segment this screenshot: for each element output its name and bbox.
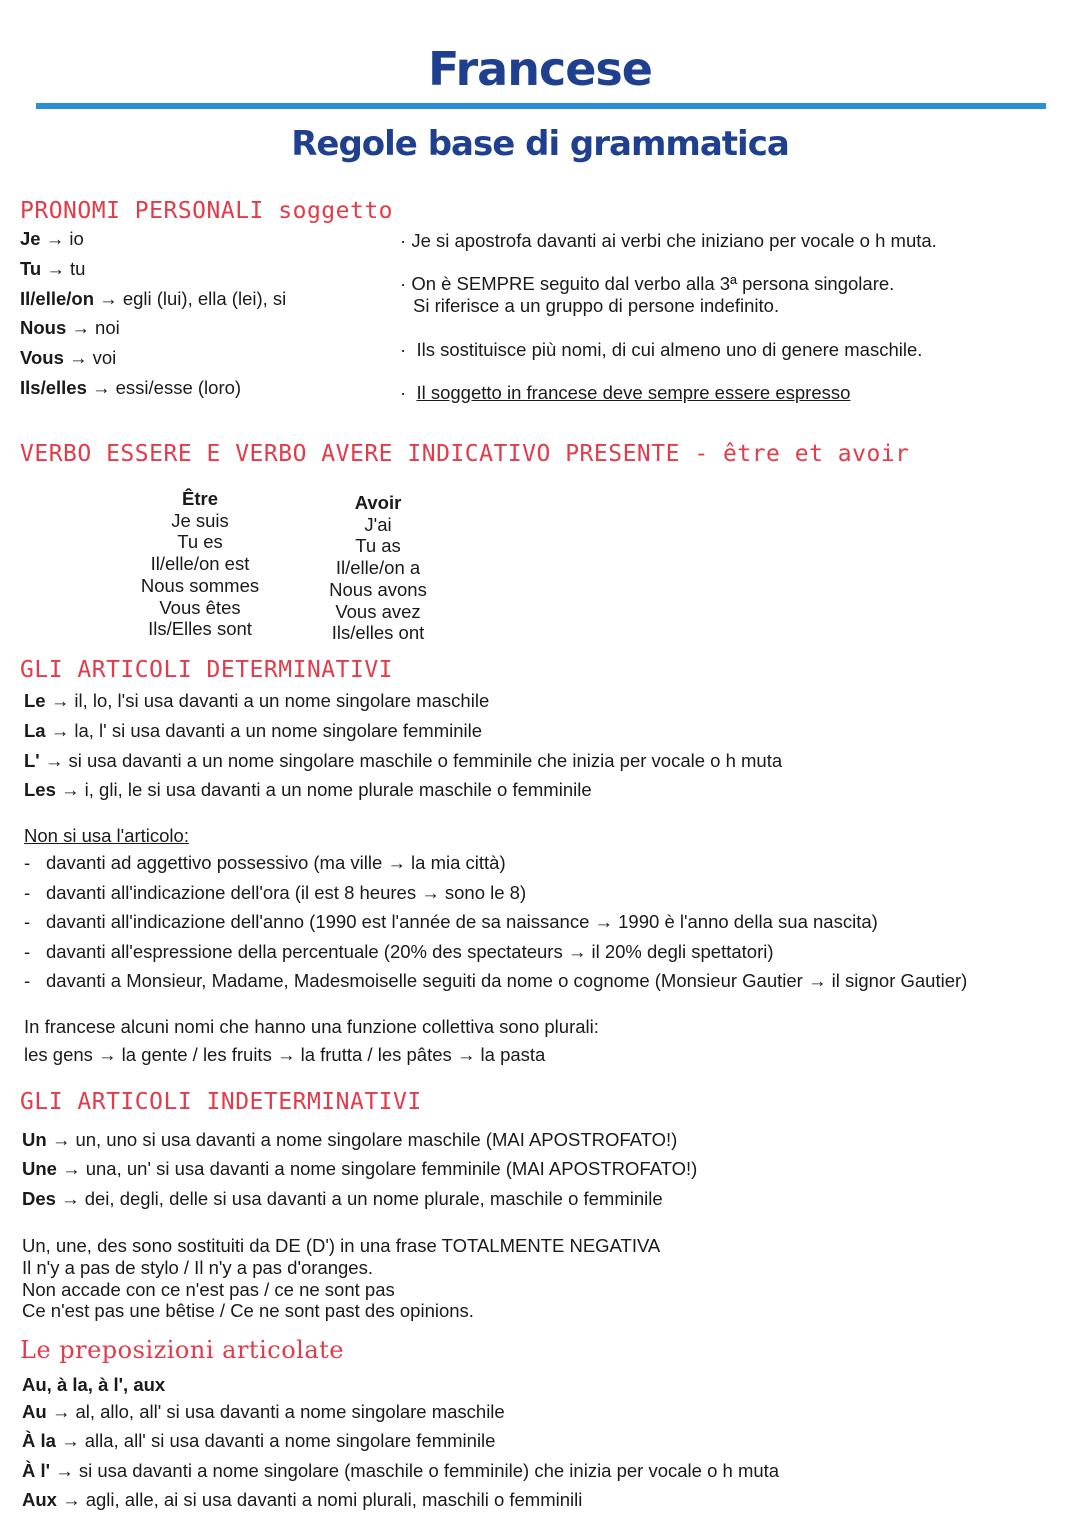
preposizioni-forms: Au, à la, à l', aux — [22, 1374, 166, 1395]
heading-verbi: VERBO ESSERE E VERBO AVERE INDICATIVO PRESENTE - être et avoir — [20, 441, 910, 467]
list-item: - davanti ad aggettivo possessivo (ma ville → la mia città) — [24, 852, 506, 874]
page-title: Francese — [428, 42, 652, 96]
list-item: Aux → agli, alle, ai si usa davanti a nomi plurali, maschili o femminili — [22, 1489, 583, 1510]
list-item: Une → una, un' si usa davanti a nome singolare femminile (MAI APOSTROFATO!) — [22, 1158, 698, 1179]
list-item: - davanti all'espressione della percentuale (20% des spectateurs → il 20% degli spettatori) — [24, 941, 774, 963]
list-item: - davanti all'indicazione dell'ora (il est 8 heures → sono le 8) — [24, 882, 526, 904]
negative-exception-example: Ce n'est pas une bêtise / Ce ne sont past des opinions. — [22, 1300, 474, 1321]
list-item: - davanti a Monsieur, Madame, Madesmoiselle seguiti da nome o cognome (Monsieur Gautier → il signor Gautier) — [24, 970, 967, 992]
negative-rule: Un, une, des sono sostituiti da DE (D') in una frase TOTALMENTE NEGATIVA — [22, 1235, 661, 1256]
negative-example: Il n'y a pas de stylo / Il n'y a pas d'oranges. — [22, 1257, 373, 1278]
note-soggetto: · Il soggetto in francese deve sempre essere espresso — [400, 382, 851, 403]
pronomi-list — [20, 228, 286, 407]
negative-exception: Non accade con ce n'est pas / ce ne sont pas — [22, 1279, 395, 1300]
list-item: Au → al, allo, all' si usa davanti a nome singolare maschile — [22, 1401, 505, 1422]
collective-note: In francese alcuni nomi che hanno una funzione collettiva sono plurali: — [24, 1016, 599, 1037]
note-on-detail: Si riferisce a un gruppo di persone indefinito. — [413, 295, 780, 316]
list-item: Un → un, uno si usa davanti a nome singolare maschile (MAI APOSTROFATO!) — [22, 1129, 678, 1150]
list-item: L' → si usa davanti a un nome singolare maschile o femminile che inizia per vocale o h muta — [24, 750, 783, 771]
list-item: Je → io — [20, 228, 84, 249]
list-item: Nous → noi — [20, 317, 120, 339]
note-ils: · Ils sostituisce più nomi, di cui almeno uno di genere maschile. — [400, 339, 923, 360]
page-subtitle: Regole base di grammatica — [291, 124, 789, 164]
list-item: Ils/elles → essi/esse (loro) — [20, 376, 242, 398]
list-item: Il/elle/on → egli (lui), ella (lei), si — [20, 287, 287, 309]
note-on: · On è SEMPRE seguito dal verbo alla 3ª persona singolare. — [400, 273, 895, 294]
heading-pronomi: PRONOMI PERSONALI soggetto — [20, 198, 394, 224]
list-item: Les → i, gli, le si usa davanti a un nome plurale maschile o femminile — [24, 779, 592, 800]
list-item: Des → dei, degli, delle si usa davanti a un nome plurale, maschile o femminile — [22, 1188, 663, 1209]
list-item: Le → il, lo, l'si usa davanti a un nome singolare maschile — [24, 690, 490, 711]
conjugation-etre: Être Je suis Tu es Il/elle/on est Nous sommes Vous êtes Ils/Elles sont — [140, 488, 260, 640]
heading-determinativi: GLI ARTICOLI DETERMINATIVI — [20, 657, 394, 683]
collective-examples: les gens → la gente / les fruits → la frutta / les pâtes → la pasta — [24, 1044, 546, 1065]
list-item: Tu → tu — [20, 257, 86, 279]
heading-indeterminativi: GLI ARTICOLI INDETERMINATIVI — [20, 1089, 422, 1115]
list-item: - davanti all'indicazione dell'anno (1990 est l'année de sa naissance → 1990 è l'anno della sua nascita) — [24, 911, 878, 933]
heading-preposizioni: Le preposizioni articolate — [20, 1336, 344, 1364]
list-item: À la → alla, all' si usa davanti a nome singolare femminile — [22, 1430, 496, 1451]
list-item: À l' → si usa davanti a nome singolare (maschile o femminile) che inizia per vocale o h muta — [22, 1460, 780, 1481]
list-item: Vous → voi — [20, 347, 117, 369]
note-je: · Je si apostrofa davanti ai verbi che iniziano per vocale o h muta. — [400, 230, 937, 251]
list-item: La → la, l' si usa davanti a un nome singolare femminile — [24, 720, 483, 741]
title-divider — [36, 103, 1046, 109]
conjugation-avoir: Avoir J'ai Tu as Il/elle/on a Nous avons Vous avez Ils/elles ont — [329, 492, 427, 644]
no-article-title: Non si usa l'articolo: — [24, 825, 189, 846]
